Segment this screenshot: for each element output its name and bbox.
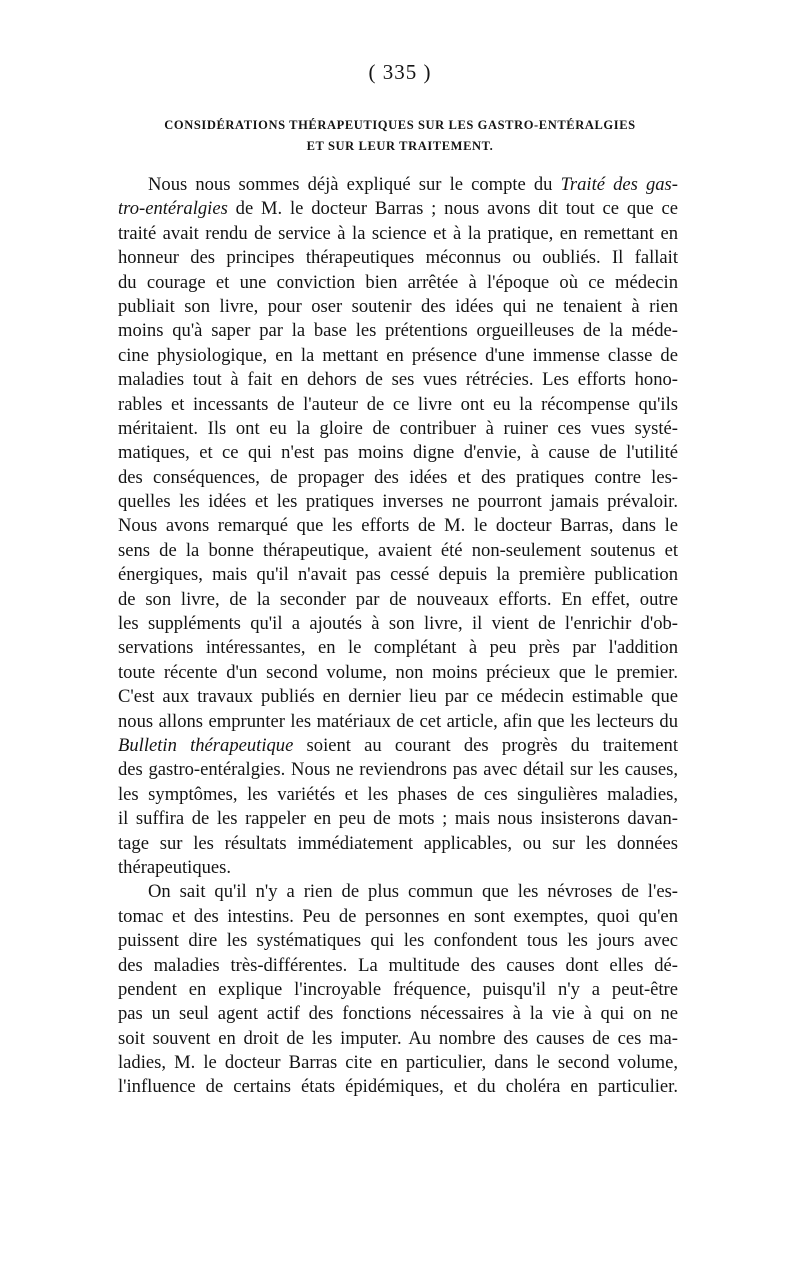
text-line <box>118 441 678 465</box>
heading-line: ET SUR LEUR TRAITEMENT. <box>306 139 494 153</box>
text-segment: des conséquences, de propager des idées et des pratiques contre les- <box>118 466 678 488</box>
body-text <box>118 173 678 1100</box>
text-segment: maladies tout à fait en dehors de ses vues rétrécies. Les efforts hono- <box>118 369 678 391</box>
text-line <box>118 393 678 417</box>
text-line <box>118 563 678 587</box>
text-line <box>118 685 678 709</box>
text-line <box>118 1002 678 1026</box>
text-segment: du courage et une conviction bien arrêtée à l'époque où ce médecin <box>118 271 678 293</box>
text-segment: servations intéressantes, en le complétant à peu près par l'addition <box>118 637 678 659</box>
page-number: ( 335 ) <box>368 60 432 84</box>
text-line <box>118 344 678 368</box>
italic-text: tro-entéralgies <box>118 198 228 220</box>
text-segment: les symptômes, les variétés et les phases de ces singulières maladies, <box>118 783 678 805</box>
text-segment: puissent dire les systématiques qui les confondent tous les jours avec <box>118 930 678 952</box>
text-line <box>118 758 678 782</box>
text-segment: nous allons emprunter les matériaux de cet article, afin que les lecteurs du <box>118 710 678 732</box>
text-line <box>118 514 678 538</box>
text-line <box>118 490 678 514</box>
text-segment: toute récente d'un second volume, non moins précieux que le premier. <box>118 661 678 683</box>
text-segment: de M. le docteur Barras ; nous avons dit tout ce que ce <box>227 198 678 220</box>
italic-text: Traité des gas- <box>560 174 678 195</box>
text-line <box>118 319 678 343</box>
text-line <box>118 271 678 295</box>
text-segment: des gastro-entéralgies. Nous ne reviendrons pas avec détail sur les causes, <box>118 759 678 781</box>
text-line <box>118 880 678 904</box>
italic-text: Bulletin thérapeutique <box>118 734 294 756</box>
text-line <box>118 417 678 441</box>
text-segment: énergiques, mais qu'il n'avait pas cessé depuis la première publication <box>118 564 678 586</box>
text-line <box>118 1027 678 1051</box>
text-segment: pas un seul agent actif des fonctions nécessaires à la vie à qui on ne <box>118 1003 678 1025</box>
text-segment: tage sur les résultats immédiatement applicables, ou sur les données <box>118 832 678 854</box>
text-segment: ladies, M. le docteur Barras cite en particulier, dans le second volume, <box>118 1052 678 1074</box>
text-segment: C'est aux travaux publiés en dernier lieu par ce médecin estimable que <box>118 686 678 708</box>
text-line <box>118 710 678 734</box>
text-line <box>118 856 678 880</box>
text-line <box>118 588 678 612</box>
text-segment: des maladies très-différentes. La multitude des causes dont elles dé- <box>118 954 678 976</box>
text-segment: pendent en explique l'incroyable fréquence, puisqu'il n'y a peut-être <box>118 978 678 1000</box>
text-segment: méritaient. Ils ont eu la gloire de contribuer à ruiner ces vues systé- <box>118 417 678 439</box>
text-segment: soient au courant des progrès du traitement <box>293 734 678 756</box>
text-segment: Nous nous sommes déjà expliqué sur le compte du <box>148 174 561 195</box>
text-segment: soit souvent en droit de les imputer. Au nombre des causes de ces ma- <box>118 1027 678 1049</box>
text-segment: quelles les idées et les pratiques inverses ne pourront jamais prévaloir. <box>118 491 678 513</box>
heading-line: CONSIDÉRATIONS THÉRAPEUTIQUES SUR LES GASTRO-ENTÉRALGIES <box>164 118 636 132</box>
text-segment: matiques, et ce qui n'est pas moins digne d'envie, à cause de l'utilité <box>118 442 678 464</box>
text-line <box>118 197 678 221</box>
text-segment: il suffira de les rappeler en peu de mots ; mais nous insisterons davan- <box>118 808 678 830</box>
text-segment: Nous avons remarqué que les efforts de M. le docteur Barras, dans le <box>118 515 678 537</box>
paragraph <box>118 880 678 1100</box>
text-segment: tomac et des intestins. Peu de personnes en sont exemptes, quoi qu'en <box>118 905 678 927</box>
text-segment: moins qu'à saper par la base les prétentions orgueilleuses de la méde- <box>118 320 678 342</box>
text-line <box>118 173 678 197</box>
text-line <box>118 929 678 953</box>
text-segment: l'influence de certains états épidémiques, et du choléra en particulier. <box>118 1076 678 1098</box>
text-line <box>118 612 678 636</box>
paragraph <box>118 173 678 880</box>
text-segment: thérapeutiques. <box>118 856 232 878</box>
text-segment: les suppléments qu'il a ajoutés à son livre, il vient de l'enrichir d'ob- <box>118 613 678 635</box>
text-line <box>118 246 678 270</box>
text-line <box>118 978 678 1002</box>
text-line <box>118 661 678 685</box>
text-line <box>118 905 678 929</box>
text-line <box>118 295 678 319</box>
text-line <box>118 539 678 563</box>
text-segment: rables et incessants de l'auteur de ce livre ont eu la récompense qu'ils <box>118 393 678 415</box>
text-segment: traité avait rendu de service à la science et à la pratique, en remettant en <box>118 222 678 244</box>
section-heading <box>100 115 700 157</box>
text-line <box>118 1051 678 1075</box>
text-segment: On sait qu'il n'y a rien de plus commun que les névroses de l'es- <box>148 881 678 903</box>
text-line <box>118 734 678 758</box>
text-line <box>118 222 678 246</box>
text-line <box>118 368 678 392</box>
text-line <box>118 1075 678 1099</box>
text-segment: publiait son livre, pour oser soutenir des idées qui ne tenaient à rien <box>118 295 678 317</box>
text-segment: de son livre, de la seconder par de nouveaux efforts. En effet, outre <box>118 588 678 610</box>
text-line <box>118 783 678 807</box>
text-line <box>118 466 678 490</box>
text-segment: cine physiologique, en la mettant en présence d'une immense classe de <box>118 344 678 366</box>
text-line <box>118 832 678 856</box>
text-line <box>118 636 678 660</box>
text-segment: sens de la bonne thérapeutique, avaient été non-seulement soutenus et <box>118 539 678 561</box>
text-segment: honneur des principes thérapeutiques méconnus ou oubliés. Il fallait <box>118 247 678 269</box>
text-line <box>118 954 678 978</box>
text-line <box>118 807 678 831</box>
